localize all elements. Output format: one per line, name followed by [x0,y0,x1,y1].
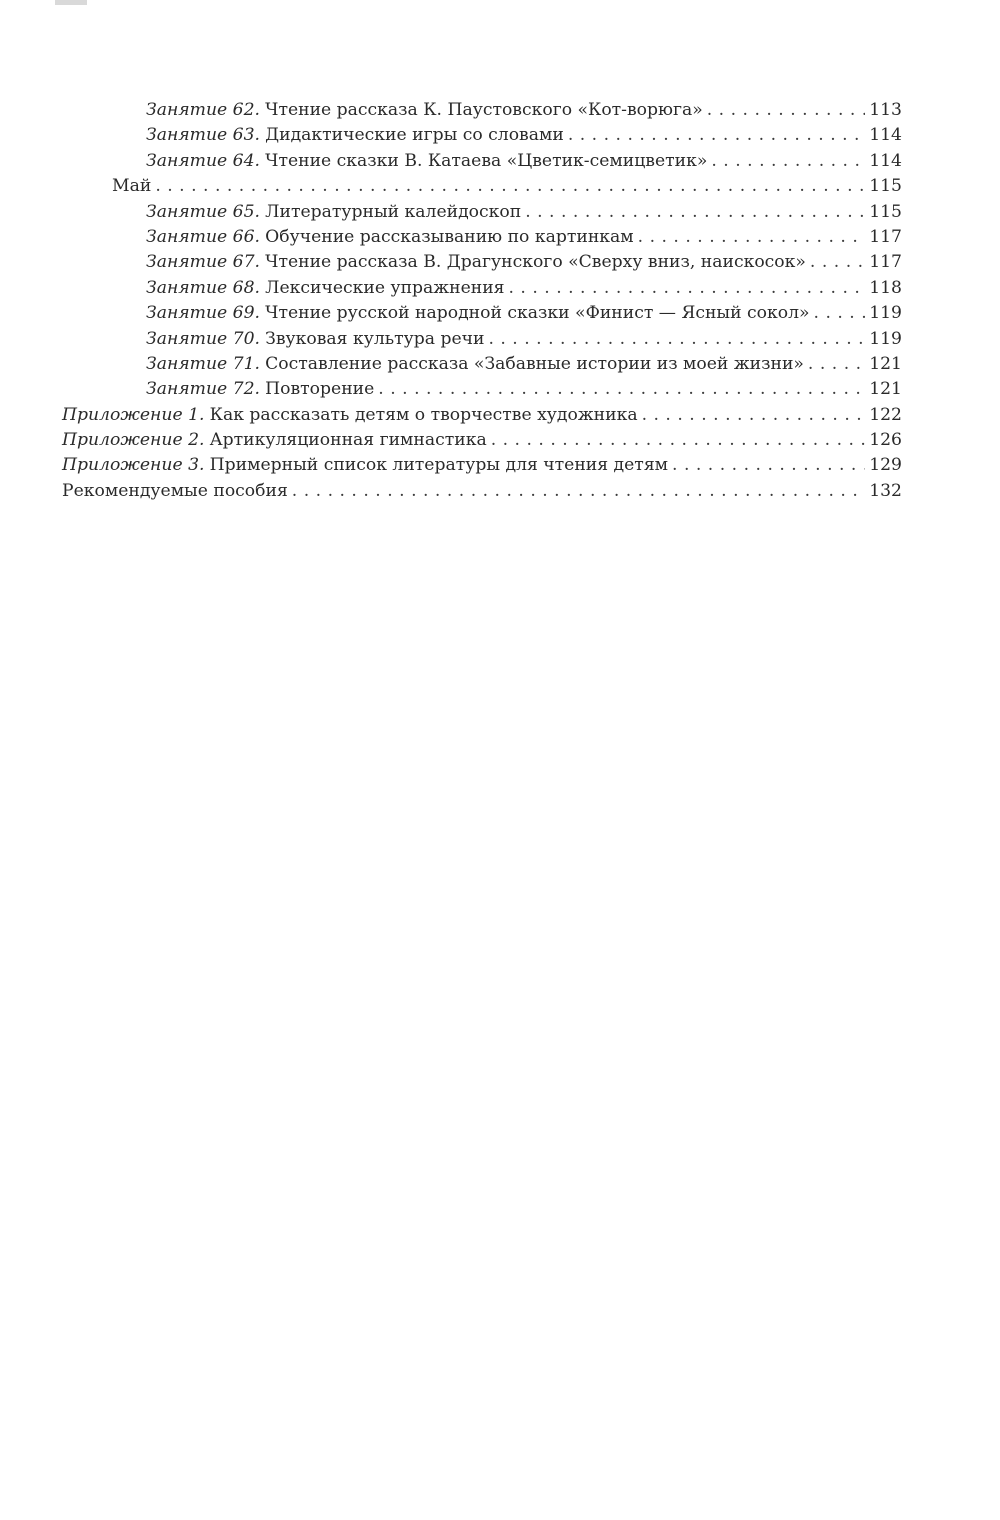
toc-entry-appendix-1[interactable] [62,403,902,428]
entry-title: Звуковая культура речи [265,328,485,349]
entry-page-number: 122 [869,404,902,425]
entry-label: Занятие 67. [146,252,260,273]
entry-page-number: 121 [869,353,902,374]
toc-entry-lesson-64[interactable] [62,149,902,174]
entry-page-number: 119 [869,303,902,324]
entry-page-number: 115 [869,176,902,197]
dot-leader [568,123,865,148]
toc-entry-lesson-63[interactable] [62,123,902,148]
entry-title: Рекомендуемые пособия [62,480,288,501]
entry-label: Занятие 69. [146,303,260,324]
entry-label: Занятие 65. [146,201,260,222]
entry-label: Занятие 66. [146,226,260,247]
toc-entry-lesson-67[interactable] [62,250,902,275]
dot-leader [155,174,865,199]
entry-page-number: 114 [869,150,902,171]
entry-label: Занятие 72. [146,379,260,400]
entry-page-number: 121 [869,379,902,400]
entry-label: Занятие 71. [146,353,260,374]
toc-entry-lesson-70[interactable] [62,327,902,352]
toc-entry-lesson-71[interactable] [62,352,902,377]
entry-title: Лексические упражнения [265,277,505,298]
entry-page-number: 129 [869,455,902,476]
entry-label: Занятие 63. [146,125,260,146]
dot-leader [292,479,865,504]
entry-label: Приложение 1. [62,404,205,425]
toc-entry-lesson-72[interactable] [62,377,902,402]
dot-leader [707,98,865,123]
entry-title: Обучение рассказыванию по картинкам [265,226,634,247]
dot-leader [810,250,865,275]
entry-title: Чтение рассказа В. Драгунского «Сверху вниз, наискосок» [265,252,806,273]
toc-entry-lesson-68[interactable] [62,276,902,301]
dot-leader [491,428,866,453]
dot-leader [488,327,865,352]
entry-page-number: 115 [869,201,902,222]
dot-leader [509,276,866,301]
entry-title: Как рассказать детям о творчестве художника [209,404,638,425]
entry-label: Приложение 3. [62,455,205,476]
dot-leader [638,225,866,250]
dot-leader [525,200,865,225]
dot-leader [642,403,866,428]
table-of-contents [62,98,902,504]
toc-entry-lesson-62[interactable] [62,98,902,123]
entry-page-number: 113 [869,100,902,120]
toc-entry-month-may[interactable] [62,174,902,199]
entry-page-number: 114 [869,125,902,146]
scan-corner-mark [55,0,87,5]
entry-title: Примерный список литературы для чтения детям [209,455,669,476]
dot-leader [711,149,865,174]
entry-title: Май [112,176,152,197]
entry-title: Чтение русской народной сказки «Финист — Ясный сокол» [265,303,810,324]
entry-title: Чтение сказки В. Катаева «Цветик-семицветик» [265,150,708,171]
entry-label: Занятие 70. [146,328,260,349]
entry-title: Дидактические игры со словами [265,125,564,146]
entry-page-number: 132 [869,480,902,501]
entry-title: Повторение [265,379,375,400]
entry-label: Приложение 2. [62,430,205,451]
dot-leader [808,352,865,377]
entry-page-number: 118 [869,277,902,298]
entry-label: Занятие 64. [146,150,260,171]
dot-leader [378,377,865,402]
entry-page-number: 126 [869,430,902,451]
toc-entry-lesson-69[interactable] [62,301,902,326]
toc-entry-appendix-3[interactable] [62,453,902,478]
entry-label: Занятие 62. [146,100,260,120]
toc-entry-recommended-aids[interactable] [62,479,902,504]
toc-entry-lesson-66[interactable] [62,225,902,250]
dot-leader [672,453,865,478]
dot-leader [814,301,866,326]
entry-page-number: 117 [869,226,902,247]
entry-title: Литературный калейдоскоп [265,201,522,222]
toc-entry-appendix-2[interactable] [62,428,902,453]
entry-page-number: 117 [869,252,902,273]
entry-title: Чтение рассказа К. Паустовского «Кот-ворюга» [265,100,703,120]
entry-title: Артикуляционная гимнастика [209,430,487,451]
entry-page-number: 119 [869,328,902,349]
entry-label: Занятие 68. [146,277,260,298]
entry-title: Составление рассказа «Забавные истории из моей жизни» [265,353,804,374]
toc-entry-lesson-65[interactable] [62,200,902,225]
